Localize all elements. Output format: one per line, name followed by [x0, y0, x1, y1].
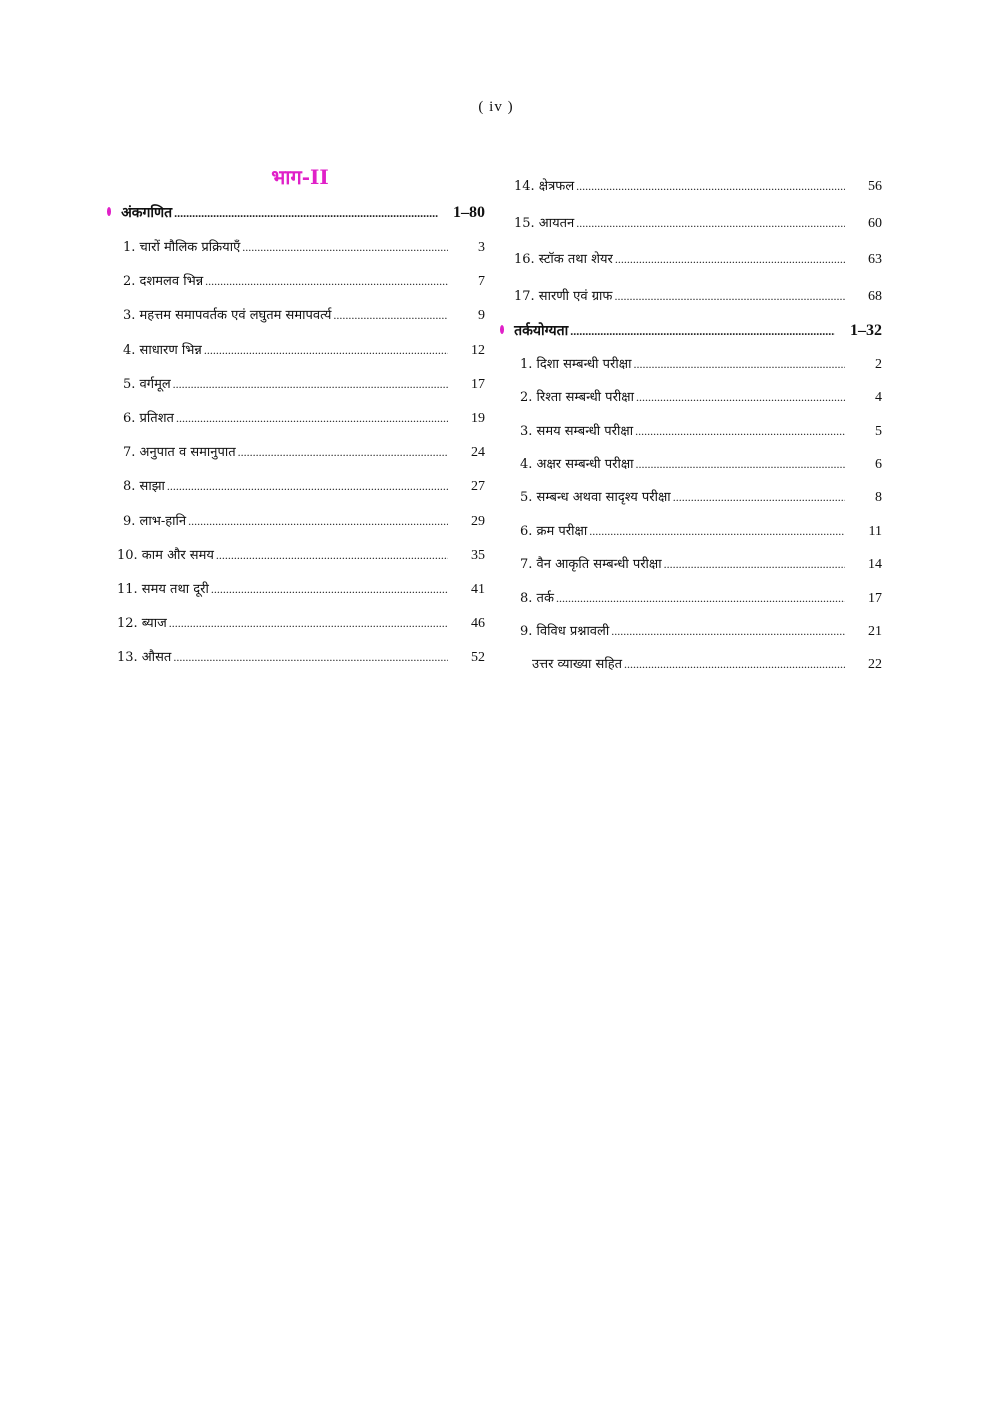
toc-item[interactable] — [500, 241, 882, 278]
toc-item[interactable] — [107, 504, 485, 538]
toc-item-page: 6 — [875, 456, 882, 472]
leader-dots — [242, 230, 448, 264]
toc-item-label: 4. साधारण भिन्न — [123, 342, 202, 358]
toc-left-column — [107, 163, 485, 674]
leader-dots — [614, 278, 845, 315]
leader-dots — [664, 548, 845, 581]
toc-item-page: 5 — [875, 423, 882, 439]
leader-dots — [188, 504, 448, 538]
leader-dots — [633, 348, 845, 381]
leader-dots — [173, 640, 448, 674]
toc-item[interactable] — [107, 401, 485, 435]
toc-item-label: 2. रिश्ता सम्बन्धी परीक्षा — [520, 390, 634, 406]
toc-item-label: 1. चारों मौलिक प्रक्रियाएँ — [123, 240, 241, 255]
leader-dots — [556, 582, 845, 615]
toc-item[interactable] — [500, 582, 882, 615]
leader-dots — [570, 315, 835, 348]
toc-item-label: 3. महत्तम समापवर्तक एवं लघुतम समापवर्त्य — [123, 308, 332, 324]
leader-dots — [635, 415, 845, 448]
toc-item-page: 24 — [471, 445, 485, 461]
toc-item-page: 11 — [868, 523, 882, 539]
toc-item-label: 1. दिशा सम्बन्धी परीक्षा — [520, 356, 632, 372]
toc-section-arithmetic[interactable] — [107, 196, 485, 230]
toc-item-page: 56 — [868, 179, 882, 194]
toc-item[interactable] — [107, 367, 485, 401]
toc-item-label: 6. क्रम परीक्षा — [520, 523, 588, 539]
toc-item[interactable] — [107, 606, 485, 640]
toc-item-page: 46 — [471, 616, 485, 632]
toc-item[interactable] — [500, 348, 882, 381]
toc-item-label: 3. समय सम्बन्धी परीक्षा — [520, 423, 634, 439]
leader-dots — [673, 481, 845, 514]
toc-item-label: 16. स्टॉक तथा शेयर — [514, 252, 613, 268]
toc-item-page: 4 — [875, 390, 882, 406]
leader-dots — [624, 648, 845, 681]
page-number: ( iv ) — [478, 99, 514, 115]
toc-item-page: 52 — [471, 650, 485, 666]
toc-item-label: 5. सम्बन्ध अथवा सादृश्य परीक्षा — [520, 490, 671, 506]
toc-item-page: 27 — [471, 479, 485, 495]
toc-item-answers[interactable] — [500, 648, 882, 681]
leader-dots — [576, 205, 845, 242]
toc-item[interactable] — [107, 572, 485, 606]
section-label: अंकगणित — [121, 205, 173, 221]
toc-item-label: 4. अक्षर सम्बन्धी परीक्षा — [520, 456, 634, 472]
toc-item-label: 6. प्रतिशत — [123, 410, 174, 426]
leader-dots — [636, 448, 845, 481]
toc-item-label: 7. वैन आकृति सम्बन्धी परीक्षा — [520, 557, 662, 573]
toc-item-page: 9 — [478, 308, 485, 324]
leader-dots — [173, 367, 448, 401]
toc-item[interactable] — [107, 298, 485, 332]
toc-item-label: 7. अनुपात व समानुपात — [123, 445, 236, 461]
toc-item[interactable] — [500, 168, 882, 205]
toc-item-label: 15. आयतन — [514, 215, 575, 231]
leader-dots — [211, 572, 448, 606]
toc-item-label: उत्तर व्याख्या सहित — [532, 657, 623, 673]
toc-item-page: 19 — [471, 410, 485, 426]
toc-item-label: 17. सारणी एवं ग्राफ — [514, 288, 613, 304]
leader-dots — [238, 435, 448, 469]
toc-item[interactable] — [107, 230, 485, 264]
toc-item[interactable] — [107, 538, 485, 572]
leader-dots — [611, 615, 845, 648]
toc-item[interactable] — [500, 278, 882, 315]
leader-dots — [169, 606, 448, 640]
toc-item-label: 8. साझा — [123, 479, 165, 495]
toc-item-page: 21 — [868, 623, 882, 639]
toc-item-page: 2 — [875, 356, 882, 372]
leader-dots — [589, 515, 845, 548]
toc-item[interactable] — [500, 615, 882, 648]
toc-section-reasoning[interactable] — [500, 314, 882, 347]
bullet-icon — [500, 325, 504, 334]
toc-item-label: 8. तर्क — [520, 590, 554, 606]
toc-item[interactable] — [107, 640, 485, 674]
toc-item-page: 41 — [471, 581, 485, 597]
toc-item-page: 12 — [471, 342, 485, 358]
section-label: तर्कयोग्यता — [514, 323, 569, 340]
leader-dots — [204, 333, 448, 367]
toc-item-label: 11. समय तथा दूरी — [117, 581, 209, 597]
toc-item-label: 12. ब्याज — [117, 616, 167, 632]
toc-right-column — [500, 168, 882, 682]
toc-item[interactable] — [107, 333, 485, 367]
leader-dots — [176, 401, 448, 435]
toc-item-page: 22 — [868, 657, 882, 673]
toc-item[interactable] — [500, 515, 882, 548]
leader-dots — [205, 264, 448, 298]
toc-item-page: 60 — [868, 215, 882, 231]
leader-dots — [333, 298, 448, 332]
toc-item[interactable] — [500, 548, 882, 581]
toc-item-page: 3 — [478, 240, 485, 255]
toc-item-page: 68 — [868, 288, 882, 304]
toc-item-label: 9. लाभ-हानि — [123, 513, 187, 529]
toc-item-label: 9. विविध प्रश्नावली — [520, 623, 610, 639]
leader-dots — [216, 538, 448, 572]
toc-item[interactable] — [500, 205, 882, 242]
toc-item-page: 17 — [868, 590, 882, 606]
toc-item-page: 35 — [471, 547, 485, 563]
toc-item[interactable] — [107, 435, 485, 469]
bullet-icon — [107, 207, 111, 216]
toc-item[interactable] — [500, 415, 882, 448]
leader-dots — [636, 381, 845, 414]
toc-item-label: 10. काम और समय — [117, 547, 214, 563]
leader-dots — [615, 241, 845, 278]
toc-item[interactable] — [500, 481, 882, 514]
toc-item-page: 63 — [868, 252, 882, 268]
section-pages: 1–80 — [453, 204, 485, 221]
toc-item[interactable] — [107, 264, 485, 298]
section-pages: 1–32 — [850, 322, 882, 340]
toc-item[interactable] — [500, 381, 882, 414]
toc-item-label: 2. दशमलव भिन्न — [123, 274, 204, 290]
toc-item-page: 29 — [471, 513, 485, 529]
leader-dots — [576, 168, 845, 205]
part-title: भाग-II — [271, 165, 329, 189]
toc-item-page: 17 — [471, 376, 485, 392]
leader-dots — [174, 196, 438, 230]
toc-item-label: 13. औसत — [117, 650, 172, 666]
toc-item-page: 14 — [868, 557, 882, 573]
toc-item[interactable] — [107, 469, 485, 503]
toc-item[interactable] — [500, 448, 882, 481]
toc-item-page: 8 — [875, 490, 882, 506]
toc-item-label: 5. वर्गमूल — [123, 376, 171, 392]
toc-item-label: 14. क्षेत्रफल — [514, 179, 575, 194]
leader-dots — [167, 469, 448, 503]
toc-item-page: 7 — [478, 274, 485, 290]
